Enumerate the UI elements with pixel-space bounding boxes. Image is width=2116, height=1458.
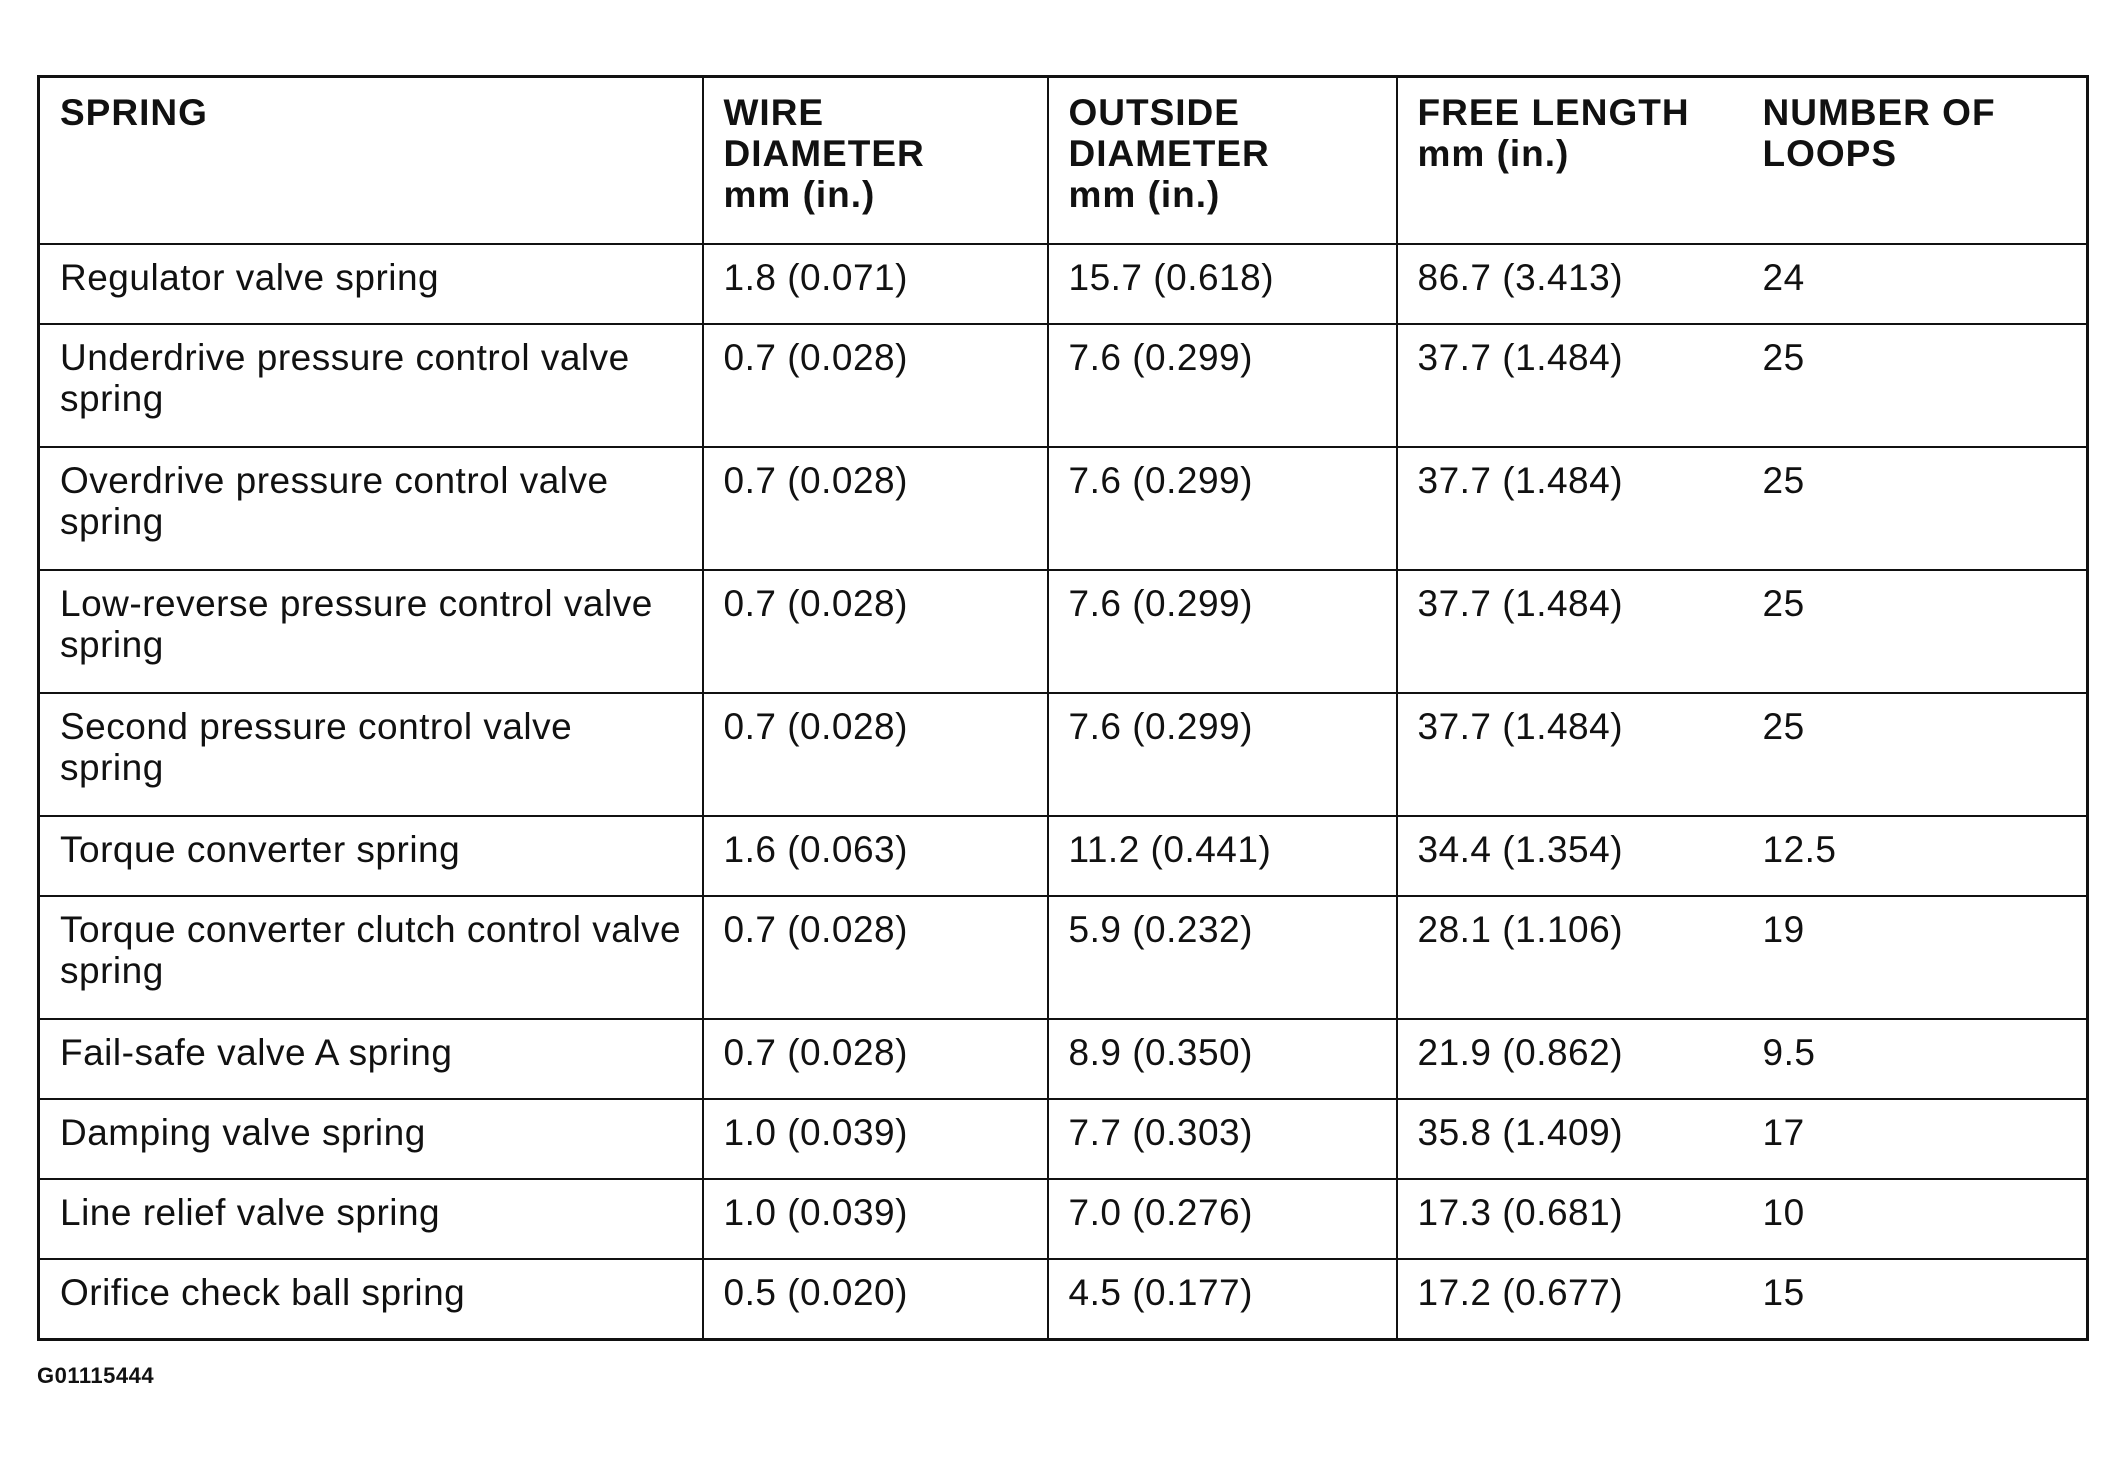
cell-free-length: 37.7 (1.484)	[1397, 570, 1743, 693]
cell-loops: 24	[1743, 244, 2088, 324]
header-outside-diameter: OUTSIDE DIAMETER mm (in.)	[1048, 77, 1397, 245]
cell-outside-diameter: 8.9 (0.350)	[1048, 1019, 1397, 1099]
cell-outside-diameter: 11.2 (0.441)	[1048, 816, 1397, 896]
cell-outside-diameter: 7.6 (0.299)	[1048, 693, 1397, 816]
table-row	[39, 1099, 2088, 1179]
cell-spring: Torque converter clutch control valve spring	[39, 896, 703, 1019]
cell-loops: 12.5	[1743, 816, 2088, 896]
cell-free-length: 35.8 (1.409)	[1397, 1099, 1743, 1179]
cell-loops: 25	[1743, 324, 2088, 447]
cell-spring: Damping valve spring	[39, 1099, 703, 1179]
cell-outside-diameter: 7.7 (0.303)	[1048, 1099, 1397, 1179]
header-free-length: FREE LENGTH mm (in.)	[1397, 77, 1743, 245]
table-row	[39, 1259, 2088, 1340]
cell-spring: Regulator valve spring	[39, 244, 703, 324]
cell-free-length: 28.1 (1.106)	[1397, 896, 1743, 1019]
cell-free-length: 34.4 (1.354)	[1397, 816, 1743, 896]
table-row	[39, 693, 2088, 816]
cell-free-length: 37.7 (1.484)	[1397, 324, 1743, 447]
cell-loops: 9.5	[1743, 1019, 2088, 1099]
table-row	[39, 1179, 2088, 1259]
cell-wire-diameter: 0.7 (0.028)	[703, 447, 1048, 570]
cell-free-length: 21.9 (0.862)	[1397, 1019, 1743, 1099]
cell-spring: Line relief valve spring	[39, 1179, 703, 1259]
cell-wire-diameter: 1.8 (0.071)	[703, 244, 1048, 324]
cell-wire-diameter: 0.7 (0.028)	[703, 1019, 1048, 1099]
cell-wire-diameter: 0.7 (0.028)	[703, 570, 1048, 693]
cell-loops: 25	[1743, 693, 2088, 816]
cell-loops: 17	[1743, 1099, 2088, 1179]
cell-free-length: 17.2 (0.677)	[1397, 1259, 1743, 1340]
cell-spring: Second pressure control valve spring	[39, 693, 703, 816]
header-row	[39, 77, 2088, 245]
header-wire-diameter: WIRE DIAMETER mm (in.)	[703, 77, 1048, 245]
cell-outside-diameter: 7.6 (0.299)	[1048, 570, 1397, 693]
cell-spring: Orifice check ball spring	[39, 1259, 703, 1340]
cell-loops: 25	[1743, 570, 2088, 693]
cell-wire-diameter: 0.7 (0.028)	[703, 896, 1048, 1019]
cell-wire-diameter: 0.7 (0.028)	[703, 693, 1048, 816]
spring-spec-table	[37, 75, 2089, 1341]
cell-outside-diameter: 4.5 (0.177)	[1048, 1259, 1397, 1340]
cell-outside-diameter: 15.7 (0.618)	[1048, 244, 1397, 324]
cell-loops: 15	[1743, 1259, 2088, 1340]
cell-outside-diameter: 7.6 (0.299)	[1048, 324, 1397, 447]
cell-outside-diameter: 5.9 (0.232)	[1048, 896, 1397, 1019]
cell-free-length: 37.7 (1.484)	[1397, 693, 1743, 816]
cell-outside-diameter: 7.6 (0.299)	[1048, 447, 1397, 570]
cell-spring: Torque converter spring	[39, 816, 703, 896]
cell-loops: 19	[1743, 896, 2088, 1019]
table-row	[39, 816, 2088, 896]
table-row	[39, 324, 2088, 447]
cell-spring: Overdrive pressure control valve spring	[39, 447, 703, 570]
figure-id: G01115444	[37, 1363, 155, 1388]
cell-spring: Low-reverse pressure control valve spring	[39, 570, 703, 693]
cell-free-length: 17.3 (0.681)	[1397, 1179, 1743, 1259]
cell-loops: 25	[1743, 447, 2088, 570]
table-row	[39, 896, 2088, 1019]
cell-free-length: 37.7 (1.484)	[1397, 447, 1743, 570]
table-row	[39, 570, 2088, 693]
cell-wire-diameter: 1.0 (0.039)	[703, 1179, 1048, 1259]
cell-wire-diameter: 0.5 (0.020)	[703, 1259, 1048, 1340]
cell-wire-diameter: 0.7 (0.028)	[703, 324, 1048, 447]
cell-loops: 10	[1743, 1179, 2088, 1259]
header-spring: SPRING	[39, 77, 703, 245]
cell-free-length: 86.7 (3.413)	[1397, 244, 1743, 324]
table-row	[39, 244, 2088, 324]
cell-spring: Underdrive pressure control valve spring	[39, 324, 703, 447]
table-row	[39, 1019, 2088, 1099]
cell-spring: Fail-safe valve A spring	[39, 1019, 703, 1099]
cell-wire-diameter: 1.6 (0.063)	[703, 816, 1048, 896]
cell-wire-diameter: 1.0 (0.039)	[703, 1099, 1048, 1179]
cell-outside-diameter: 7.0 (0.276)	[1048, 1179, 1397, 1259]
table-row	[39, 447, 2088, 570]
header-number-of-loops: NUMBER OF LOOPS	[1743, 77, 2088, 245]
